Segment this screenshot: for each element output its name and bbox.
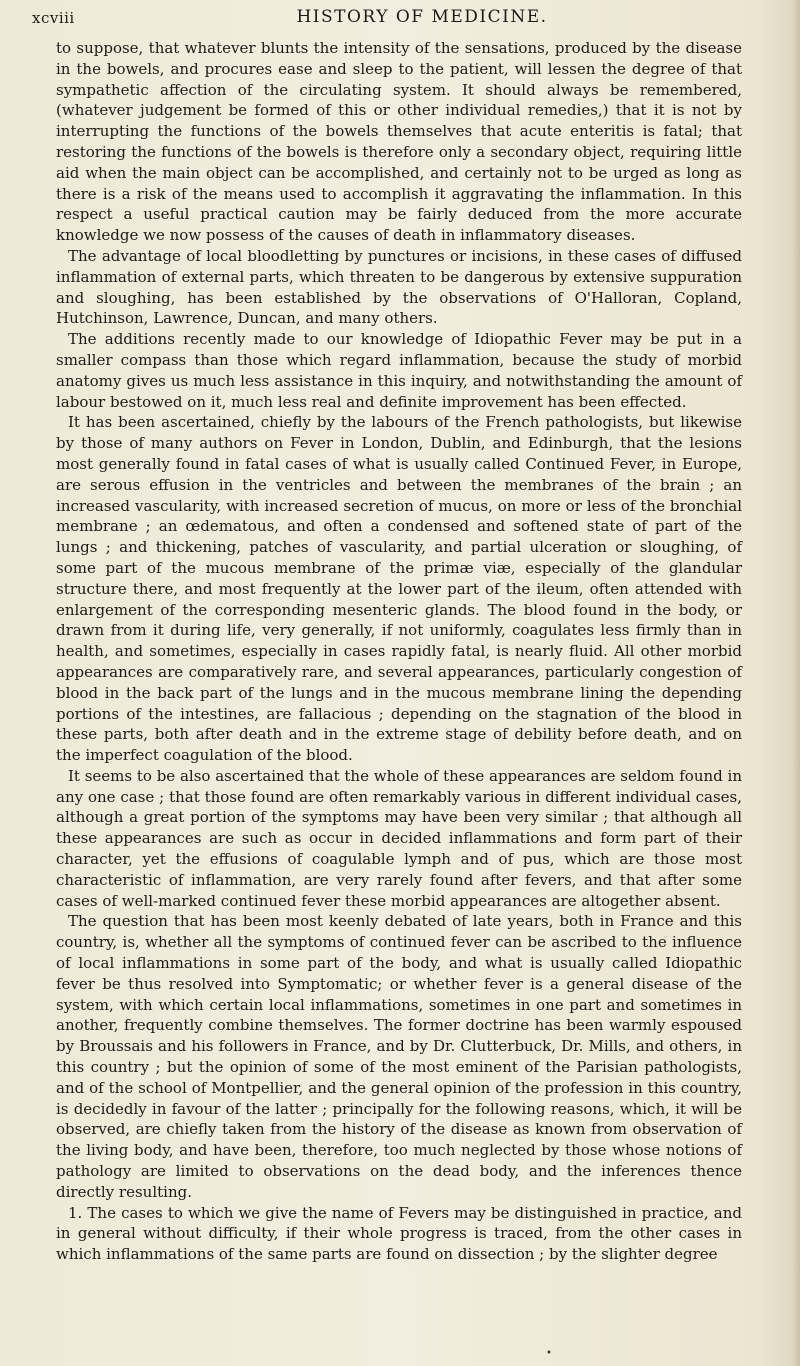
page-header — [32, 5, 772, 31]
paragraph-continuation: to suppose, that whatever blunts the intensity of the sensations, produced by the disease in the bowels, and procures ease and sleep to the patient, will lessen the degree of that sympathetic affection of the circulating system. It should always be remembered, (whatever judgement be formed of this or other individual remedies,) that it is not by interrupting the functions of the bowels themselves that acute enteritis is fatal; that restoring the functions of the bowels is therefore only a secondary object, requiring little aid when the main object can be accomplished, and certainly not to be urged as long as there is a risk of the means used to accomplish it aggravating the inflammation. In this respect a useful practical caution may be fairly deduced from the more accurate knowledge we now possess of the causes of death in inflammatory diseases. — [56, 39, 742, 245]
paragraph-appearances: It seems to be also ascertained that the whole of these appearances are seldom found in any one case ; that those found are often remarkably various in different individual cases, although a great portion of the symptoms may have been very similar ; that although all these appearances are such as occur in decided inflammations and form part of their character, yet the effusions of coagulable lymph and of pus, which are those most characteristic of inflammation, are very rarely found after fevers, and that after some cases of well-marked continued fever these morbid appearances are altogether absent. — [56, 766, 742, 910]
paragraph-idiopathic-fever: The additions recently made to our knowledge of Idiopathic Fever may be put in a smaller compass than those which regard inflammation, because the study of morbid anatomy gives us much less assistance in this inquiry, and notwithstanding the amount of labour bestowed on it, much less real and definite improvement has been effected. — [56, 330, 742, 411]
page-number: xcviii — [32, 9, 75, 27]
footer-mark: • — [546, 1348, 552, 1359]
running-title: HISTORY OF MEDICINE. — [296, 7, 548, 27]
paragraph-numbered-1: 1. The cases to which we give the name of Fevers may be distinguished in practice, and in general without difficulty, if their whole progress is traced, from the other cases in which inflammations of the same parts are found on dissection ; by the slighter degree — [56, 1203, 742, 1264]
paragraph-lesions: It has been ascertained, chiefly by the labours of the French pathologists, but likewise by those of many authors on Fever in London, Dublin, and Edinburgh, that the lesions most generally found in fatal cases of what is usually called Continued Fever, in Europe, are serous effusion in the ventricles and between the membranes of the brain ; an increased vascularity, with increased secretion of mucus, on more or less of the bronchial membrane ; an œdematous, and often a condensed and softened state of part of the lungs ; and thickening, patches of vascularity, and partial ulceration or sloughing, of some part of the mucous membrane of the primæ viæ, especially of the glandular structure there, and most frequently at the lower part of the ileum, often attended with enlargement of the corresponding mesenteric glands. The blood found in the body, or drawn from it during life, very generally, if not uniformly, coagulates less firmly than in health, and sometimes, especially in cases rapidly fatal, is nearly fluid. All other morbid appearances are comparatively rare, and several appearances, particularly congestion of blood in the back part of the lungs and in the mucous membrane lining the depending portions of the intestines, are fallacious ; depending on the stagnation of the blood in these parts, both after death and in the extreme stage of debility before death, and on the imperfect coagulation of the blood. — [56, 413, 742, 765]
page-edge-shadow — [792, 0, 800, 1366]
paragraph-local-bloodletting: The advantage of local bloodletting by punctures or incisions, in these cases of diffused inflammation of external parts, which threaten to be dangerous by extensive suppuration and sloughing, has been established by the observations of O'Halloran, Copland, Hutchinson, Lawrence, Duncan, and many others. — [56, 246, 742, 328]
paragraph-question: The question that has been most keenly debated of late years, both in France and this country, is, whether all the symptoms of continued fever can be ascribed to the influence of local inflammations in some part of the body, and what is usually called Idiopathic fever be thus resolved into Symptomatic; or whether fever is a general disease of the system, with which certain local inflammations, sometimes in one part and sometimes in another, frequently combine themselves. The former doctrine has been warmly espoused by Broussais and his followers in France, and by Dr. Clutterbuck, Dr. Mills, and others, in this country ; but the opinion of some of the most eminent of the Parisian pathologists, and of the school of Montpellier, and the general opinion of the profession in this country, is decidedly in favour of the latter ; principally for the following reasons, which, it will be observed, are chiefly taken from the history of the disease as known from observation of the living body, and have been, therefore, too much neglected by those whose notions of pathology are limited to observations on the dead body, and the inferences thence directly resulting. — [56, 912, 742, 1201]
body-text — [56, 38, 742, 1265]
